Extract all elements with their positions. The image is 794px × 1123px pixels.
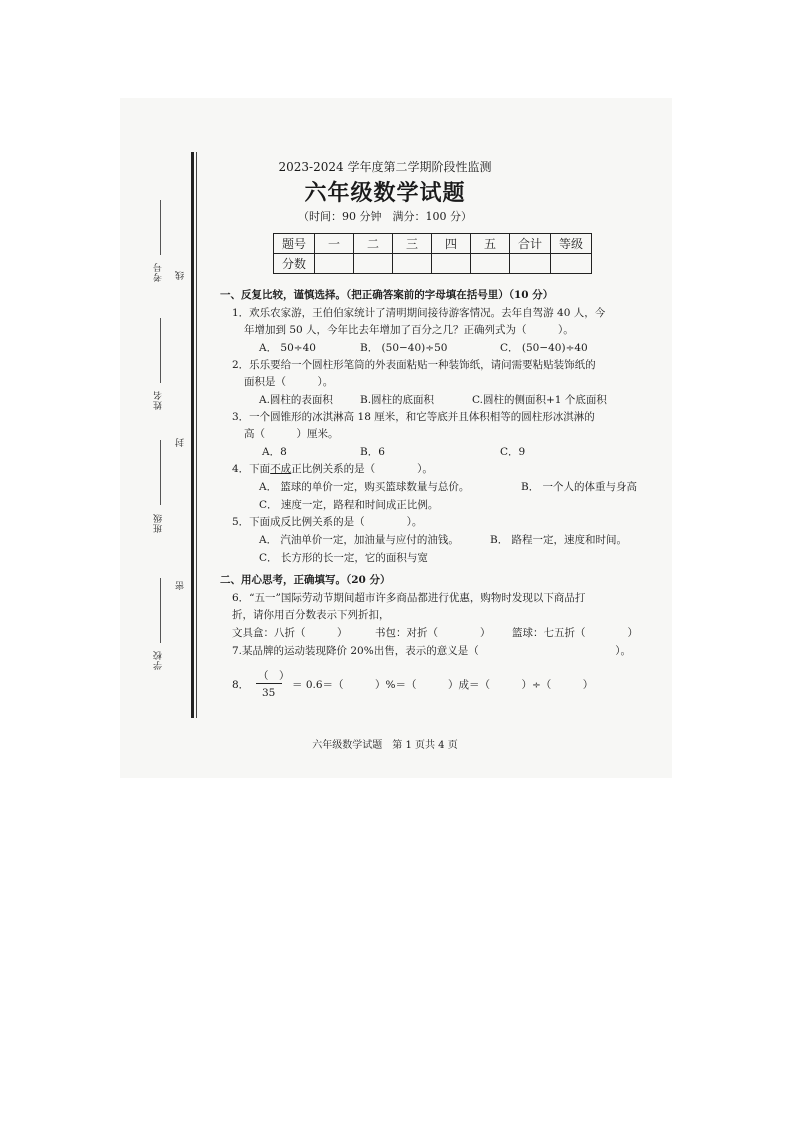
q3-option-a: A．8 — [262, 446, 287, 458]
q4-stem — [232, 461, 433, 476]
section2-heading: 二、用心思考，正确填写。（20 分） — [220, 574, 391, 586]
q5-option-a: A． 汽油单价一定，加油量与应付的油钱。 — [259, 534, 459, 546]
score-cell: 一 — [315, 234, 354, 254]
score-cell: 三 — [393, 234, 432, 254]
q8-number: 8． — [232, 679, 250, 691]
q6-item-pencil-box: 文具盒：八折（ ） — [232, 627, 348, 639]
score-input-cell[interactable] — [432, 254, 471, 274]
score-input-cell[interactable] — [393, 254, 432, 274]
seal-feng-mark: 封 — [176, 437, 186, 447]
score-cell: 题号 — [274, 234, 315, 254]
q2-option-b: B.圆柱的底面积 — [360, 394, 435, 406]
section1-heading: 一、反复比较，谨慎选择。（把正确答案前的字母填在括号里）（10 分） — [220, 289, 554, 301]
binding-rule-thin — [196, 152, 197, 718]
q8-fraction-numerator: （ ） — [258, 670, 290, 682]
score-input-cell[interactable] — [471, 254, 510, 274]
q5-option-c: C． 长方形的长一定，它的面积与宽 — [259, 552, 428, 564]
term-heading: 2023-2024 学年度第二学期阶段性监测 — [278, 160, 492, 174]
q4-option-b: B． 一个人的体重与身高 — [521, 481, 638, 493]
score-table-header-row — [274, 234, 592, 254]
binding-rule-thick — [191, 152, 194, 718]
score-table-score-row — [274, 254, 592, 274]
class-blank — [160, 440, 161, 505]
q1-option-c: C． (50−40)÷40 — [500, 342, 588, 354]
q2-option-a: A.圆柱的表面积 — [259, 394, 333, 406]
q1-option-b: B． (50−40)÷50 — [360, 342, 448, 354]
q2-line1: 2．乐乐要给一个圆柱形笔筒的外表面粘贴一种装饰纸，请问需要粘贴装饰纸的 — [232, 359, 596, 371]
q6-line2: 折，请你用百分数表示下列折扣， — [232, 609, 390, 621]
q6-item-schoolbag: 书包：对折（ ） — [375, 627, 491, 639]
exam-no-blank — [160, 200, 161, 255]
q8-equation: ＝ 0.6＝（ ）%＝（ ）成＝（ ）÷（ ） — [292, 679, 594, 691]
score-cell: 五 — [471, 234, 510, 254]
school-label: 学校 — [154, 650, 164, 670]
score-table — [273, 233, 592, 274]
score-cell: 四 — [432, 234, 471, 254]
school-blank — [160, 578, 161, 643]
q7-line: 7.某品牌的运动装现降价 20%出售，表示的意义是（ ）。 — [232, 645, 631, 657]
q3-option-b: B．6 — [360, 446, 385, 458]
q1-option-a: A． 50÷40 — [259, 342, 316, 354]
q1-line1: 1．欢乐农家游，王伯伯家统计了清明期间接待游客情况。去年自驾游 40 人，今 — [232, 307, 606, 319]
q2-option-c: C.圆柱的侧面积+1 个底面积 — [472, 394, 607, 406]
q4-stem-post: 正比例关系的是（ ）。 — [291, 463, 433, 475]
seal-mi-mark: 密 — [176, 580, 186, 590]
q8-fraction-bar — [256, 683, 282, 684]
q3-line1: 3．一个圆锥形的冰淇淋高 18 厘米，和它等底并且体积相等的圆柱形冰淇淋的 — [232, 411, 595, 423]
q8-fraction-denominator: 35 — [262, 687, 276, 699]
score-input-cell[interactable] — [315, 254, 354, 274]
exam-title: 六年级数学试题 — [304, 180, 466, 206]
q3-option-c: C．9 — [500, 446, 526, 458]
score-input-cell[interactable] — [551, 254, 592, 274]
class-label: 班级 — [154, 513, 164, 533]
q3-line2: 高（ ）厘米。 — [244, 428, 339, 440]
q6-line1: 6．“五一”国际劳动节期间超市许多商品都进行优惠，购物时发现以下商品打 — [232, 592, 586, 604]
q5-option-b: B． 路程一定，速度和时间。 — [490, 534, 628, 546]
exam-no-label: 考号 — [154, 262, 164, 282]
score-cell: 分数 — [274, 254, 315, 274]
score-input-cell[interactable] — [510, 254, 551, 274]
exam-meta: （时间：90 分钟 满分：100 分） — [298, 210, 472, 223]
q2-line2: 面积是（ ）。 — [244, 376, 334, 388]
name-blank — [160, 318, 161, 383]
q4-option-c: C． 速度一定，路程和时间成正比例。 — [259, 499, 439, 511]
q4-stem-underlined: 不成 — [270, 463, 292, 475]
seal-line-mark: 线 — [176, 270, 186, 280]
q6-item-basketball: 篮球：七五折（ ） — [512, 627, 638, 639]
q1-line2: 年增加到 50 人，今年比去年增加了百分之几？正确列式为（ ）。 — [244, 324, 574, 336]
score-cell: 等级 — [551, 234, 592, 254]
name-label: 姓名 — [154, 390, 164, 410]
q5-stem: 5．下面成反比例关系的是（ ）。 — [232, 516, 423, 528]
score-input-cell[interactable] — [354, 254, 393, 274]
q4-option-a: A． 篮球的单价一定，购买篮球数量与总价。 — [259, 481, 470, 493]
page-footer: 六年级数学试题 第 1 页共 4 页 — [312, 740, 458, 751]
score-cell: 合计 — [510, 234, 551, 254]
score-cell: 二 — [354, 234, 393, 254]
q4-stem-pre: 4．下面 — [232, 463, 271, 475]
